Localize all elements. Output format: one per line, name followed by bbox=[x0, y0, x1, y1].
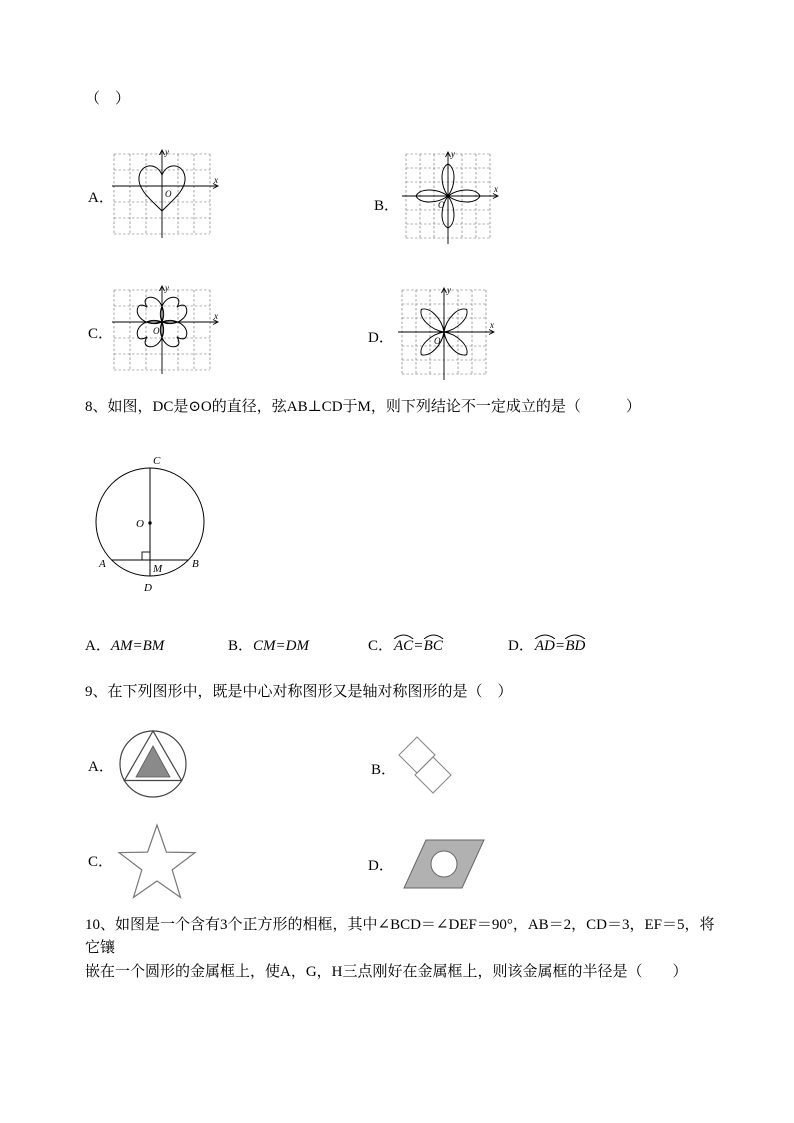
q9-option-b-label: B． bbox=[371, 762, 397, 778]
origin-label: O bbox=[438, 200, 445, 210]
q7-figure-a-heart-grid bbox=[112, 146, 224, 242]
q7-option-d-label: D． bbox=[368, 330, 394, 346]
q7-figure-c-clover-grid bbox=[112, 282, 224, 378]
answer-blank: （ ） bbox=[85, 91, 131, 107]
q8-option-b bbox=[228, 634, 309, 655]
q8-option-c bbox=[368, 634, 444, 655]
q8-option-d-label: D． bbox=[508, 638, 534, 654]
q9-figure-c-star bbox=[112, 818, 204, 903]
q8-option-a-value: AM=BM bbox=[110, 638, 165, 654]
q9-text: 9、在下列图形中，既是中心对称图形又是轴对称图形的是（ ） bbox=[85, 684, 513, 700]
diamond-2 bbox=[415, 757, 451, 793]
arc-notation bbox=[393, 638, 414, 655]
x-axis-label: x bbox=[494, 184, 498, 194]
q7-figure-d-rose-diagonal-grid bbox=[398, 284, 498, 388]
q7-option-c-label: C． bbox=[88, 326, 114, 342]
q8-option-a bbox=[85, 634, 164, 655]
q8-option-a-label: A． bbox=[85, 638, 111, 654]
q8-option-d-eq: = bbox=[555, 638, 565, 654]
q9-figure-b-overlapping-diamonds bbox=[393, 733, 457, 797]
q8-option-d bbox=[508, 634, 586, 655]
circle-hole bbox=[431, 851, 457, 877]
arc-mark-icon bbox=[393, 634, 414, 639]
right-angle-mark bbox=[142, 552, 150, 560]
point-b-label: B bbox=[192, 558, 199, 570]
axes bbox=[112, 286, 218, 374]
arc-mark-icon bbox=[534, 634, 556, 639]
arc-mark-icon bbox=[423, 634, 444, 639]
q8-option-c-eq: = bbox=[414, 638, 423, 654]
q7-option-b-label: B． bbox=[374, 198, 400, 214]
q9-figure-d-parallelogram-hole bbox=[396, 834, 492, 892]
q9-option-d-label: D． bbox=[368, 858, 394, 874]
q9-option-c-label: C． bbox=[88, 854, 114, 870]
arc-notation bbox=[564, 638, 586, 655]
q9-figure-a-circle-triangles bbox=[117, 728, 189, 800]
q8-option-c-left: AC bbox=[394, 638, 414, 654]
q8-option-b-label: B． bbox=[228, 638, 254, 654]
origin-label: O bbox=[165, 189, 172, 199]
arc-mark-icon bbox=[564, 634, 586, 639]
q10-text bbox=[85, 914, 725, 984]
q8-circle-figure bbox=[92, 450, 217, 600]
origin-label: O bbox=[153, 326, 160, 336]
y-axis-label: y bbox=[451, 149, 455, 159]
q7-figure-b-rose-grid bbox=[402, 148, 502, 252]
q10-text-line2: 嵌在一个圆形的金属框上，使A，G，H三点刚好在金属框上，则该金属框的半径是（ ） bbox=[85, 963, 688, 980]
q7-option-a-label: A． bbox=[88, 190, 114, 206]
arc-notation bbox=[423, 638, 444, 655]
x-axis-label: x bbox=[214, 311, 218, 321]
point-d-label: D bbox=[144, 582, 152, 594]
x-axis-label: x bbox=[490, 320, 494, 330]
q9-option-a-label: A． bbox=[88, 759, 114, 775]
y-axis-label: y bbox=[165, 147, 169, 157]
q10-text-line1: 10、如图是一个含有3个正方形的相框，其中∠BCD＝∠DEF＝90°，AB＝2，CD＝3，EF＝5，将它镶 bbox=[85, 917, 715, 957]
arc-notation bbox=[534, 638, 556, 655]
point-m-label: M bbox=[153, 563, 163, 575]
q8-option-d-left: AD bbox=[534, 638, 555, 654]
star-outline bbox=[119, 825, 195, 897]
q8-option-c-label: C． bbox=[368, 638, 394, 654]
center-dot bbox=[148, 521, 151, 524]
q8-text: 8、如图，DC是⊙O的直径，弦AB⊥CD于M，则下列结论不一定成立的是（ ） bbox=[85, 399, 641, 415]
x-axis-label: x bbox=[214, 175, 218, 185]
origin-label: O bbox=[434, 336, 441, 346]
y-axis-label: y bbox=[447, 285, 451, 295]
q8-option-b-value: CM=DM bbox=[253, 638, 309, 654]
diamond-1 bbox=[399, 737, 435, 773]
point-c-label: C bbox=[153, 455, 161, 467]
point-a-label: A bbox=[99, 558, 106, 570]
y-axis-label: y bbox=[165, 283, 169, 293]
q8-option-c-right: BC bbox=[423, 638, 443, 654]
q8-option-d-right: BD bbox=[565, 638, 586, 654]
axes bbox=[398, 288, 494, 380]
point-o-label: O bbox=[136, 518, 144, 530]
